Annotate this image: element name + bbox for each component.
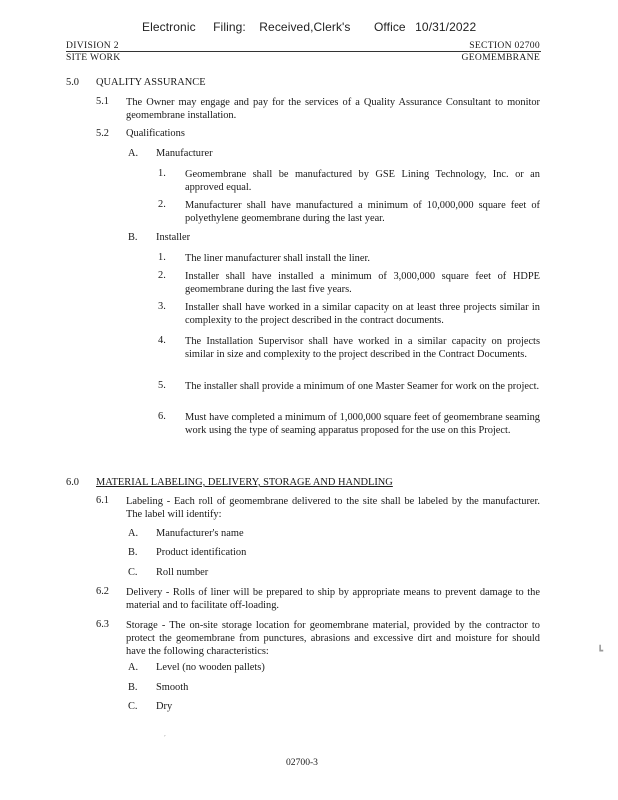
installer-item-1-text: The liner manufacturer shall install the liner.	[185, 253, 370, 264]
section-5-1-number: 5.1	[96, 96, 109, 107]
manufacturer-item-2-text: Manufacturer shall have manufactured a minimum of 10,000,000 square feet of polyethylene geomembrane during the last year.	[185, 200, 540, 225]
label-item-c-text: Roll number	[156, 567, 209, 578]
label-item-b-letter: B.	[128, 547, 138, 558]
division-name: SITE WORK	[66, 52, 121, 63]
installer-item-2-number: 2.	[158, 270, 166, 281]
section-5-number: 5.0	[66, 77, 79, 88]
section-name: GEOMEMBRANE	[461, 52, 540, 63]
section-6-number: 6.0	[66, 477, 79, 488]
installer-item-6-text: Must have completed a minimum of 1,000,000 square feet of geomembrane seaming work using the type of seaming apparatus proposed for the use on this Project.	[185, 412, 540, 437]
installer-item-3-number: 3.	[158, 301, 166, 312]
storage-item-a-letter: A.	[128, 662, 139, 673]
section-5-1-text: The Owner may engage and pay for the services of a Quality Assurance Consultant to monitor geomembrane installation.	[126, 97, 540, 122]
subsection-b-letter: B.	[128, 232, 138, 243]
scan-mark: ┗	[597, 646, 604, 657]
subsection-a-letter: A.	[128, 148, 139, 159]
storage-item-c-letter: C.	[128, 701, 138, 712]
installer-item-1-number: 1.	[158, 252, 166, 263]
header-rule	[66, 51, 541, 52]
installer-item-3-text: Installer shall have worked in a similar capacity on at least three projects similar in complexity to the project described in the contract documents.	[185, 302, 540, 327]
section-6-3-text: Storage - The on-site storage location for geomembrane material, provided by the contractor to protect the geomembrane from punctures, abrasions and excessive dirt and moisture for should have the following characteristics:	[126, 620, 540, 658]
page-number: 02700-3	[286, 757, 318, 768]
manufacturer-item-1-text: Geomembrane shall be manufactured by GSE Lining Technology, Inc. or an approved equal.	[185, 169, 540, 194]
storage-item-c-text: Dry	[156, 701, 173, 712]
section-6-1-text: Labeling - Each roll of geomembrane delivered to the site shall be labeled by the manufacturer. The label will identify:	[126, 496, 540, 521]
stamp-electronic: Electronic	[142, 20, 196, 34]
section-6-title: MATERIAL LABELING, DELIVERY, STORAGE AND HANDLING	[96, 477, 393, 488]
manufacturer-item-2-number: 2.	[158, 199, 166, 210]
filing-stamp	[142, 20, 476, 34]
stamp-office: Office	[373, 20, 406, 34]
scan-speck: ′	[164, 734, 166, 743]
section-label: SECTION 02700	[469, 40, 540, 51]
section-6-2-text: Delivery - Rolls of liner will be prepared to ship by appropriate means to prevent damage to the material and to facilitate off-loading.	[126, 587, 540, 612]
section-5-2-number: 5.2	[96, 128, 109, 139]
label-item-a-text: Manufacturer's name	[156, 528, 244, 539]
section-5-title: QUALITY ASSURANCE	[96, 77, 206, 88]
installer-item-6-number: 6.	[158, 411, 166, 422]
section-6-3-number: 6.3	[96, 619, 109, 630]
installer-item-2-text: Installer shall have installed a minimum of 3,000,000 square feet of HDPE geomembrane during the last five years.	[185, 271, 540, 296]
subsection-b-title: Installer	[156, 232, 191, 243]
installer-item-4-text: The Installation Supervisor shall have worked in a similar capacity on projects similar in size and complexity to the project described in the Contract Documents.	[185, 336, 540, 361]
installer-item-5-number: 5.	[158, 380, 166, 391]
label-item-c-letter: C.	[128, 567, 138, 578]
label-item-a-letter: A.	[128, 528, 139, 539]
stamp-filing: Filing:	[213, 20, 246, 34]
manufacturer-item-1-number: 1.	[158, 168, 166, 179]
storage-item-b-letter: B.	[128, 682, 138, 693]
section-6-1-number: 6.1	[96, 495, 109, 506]
storage-item-b-text: Smooth	[156, 682, 189, 693]
subsection-a-title: Manufacturer	[156, 148, 213, 159]
installer-item-4-number: 4.	[158, 335, 166, 346]
division-label: DIVISION 2	[66, 40, 119, 51]
storage-item-a-text: Level (no wooden pallets)	[156, 662, 265, 673]
label-item-b-text: Product identification	[156, 547, 247, 558]
installer-item-5-text: The installer shall provide a minimum of one Master Seamer for work on the project.	[185, 381, 540, 392]
stamp-received: Received,Clerk's	[259, 20, 351, 34]
section-5-2-title: Qualifications	[126, 128, 185, 139]
stamp-date: 10/31/2022	[415, 20, 477, 34]
section-6-2-number: 6.2	[96, 586, 109, 597]
